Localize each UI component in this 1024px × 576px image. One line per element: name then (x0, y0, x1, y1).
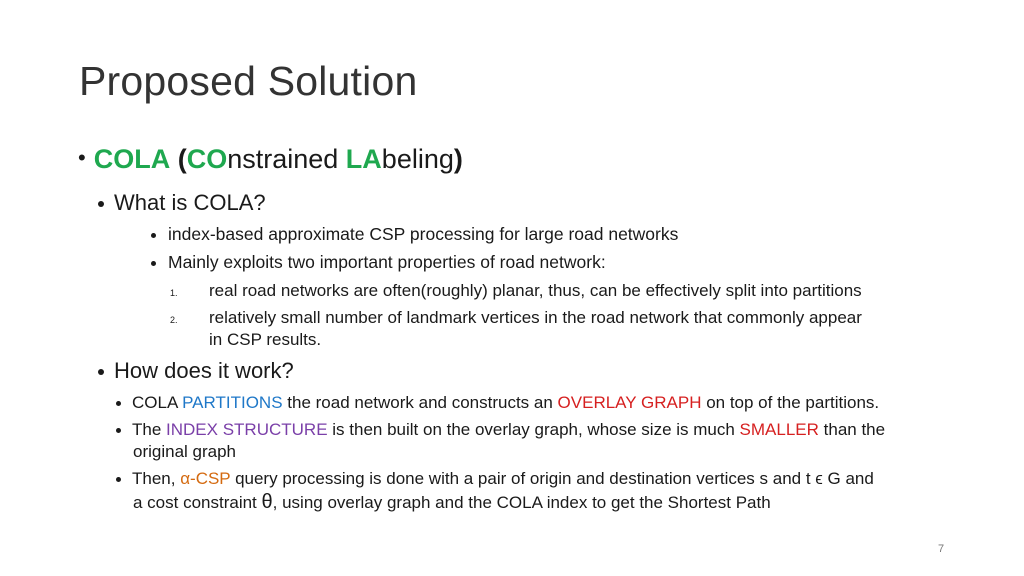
bullet-icon (151, 261, 156, 266)
numbered-item-continuation: in CSP results. (209, 330, 322, 349)
list-item-continuation (133, 491, 771, 514)
how-heading (98, 358, 294, 384)
text-run: the road network and constructs an (282, 393, 558, 412)
item-number: 1. (170, 288, 178, 298)
list-item-continuation: original graph (133, 442, 237, 461)
alpha-csp-highlight: α-CSP (180, 469, 231, 488)
numbered-text: real road networks are often(roughly) planar, thus, can be effectively split into partitions (209, 281, 862, 300)
overlay-graph-highlight: OVERLAY GRAPH (557, 393, 702, 412)
numbered-item (170, 308, 862, 328)
cola-co: CO (186, 144, 228, 174)
bullet-icon (98, 369, 104, 375)
cola-la: LA (345, 144, 382, 174)
slide-title: Proposed Solution (79, 58, 418, 104)
open-paren: ( (177, 144, 187, 174)
numbered-text: relatively small number of landmark vertices in the road network that commonly appear (209, 308, 862, 327)
list-item (151, 252, 606, 273)
index-structure-highlight: INDEX STRUCTURE (166, 420, 328, 439)
text-run: The (132, 420, 167, 439)
text-run: query processing is done with a pair of origin and destination vertices s and t ϵ G and (230, 469, 874, 488)
text-run: a cost constraint (133, 493, 262, 512)
cola-heading (78, 144, 463, 175)
what-is-text: What is COLA? (114, 190, 266, 215)
list-item-text: Mainly exploits two important properties of road network: (168, 252, 606, 272)
cola-nstrained: nstrained (227, 144, 346, 174)
what-is-heading (98, 190, 266, 216)
cola-beling: beling (381, 144, 454, 174)
bullet-icon (116, 401, 121, 406)
list-item (151, 224, 678, 245)
list-item (116, 469, 874, 489)
list-item-text: index-based approximate CSP processing for large road networks (168, 224, 679, 244)
text-run: , using overlay graph and the COLA index to get the Shortest Path (272, 493, 771, 512)
text-run: Then, (132, 469, 181, 488)
bullet-icon (151, 233, 156, 238)
bullet-icon (116, 477, 121, 482)
list-item (116, 393, 879, 413)
text-run: COLA (132, 393, 183, 412)
partitions-highlight: PARTITIONS (182, 393, 283, 412)
text-run: on top of the partitions. (701, 393, 880, 412)
cola-name: COLA (93, 144, 171, 174)
text-run: than the (818, 420, 886, 439)
bullet-icon (98, 201, 104, 207)
theta-symbol: θ (261, 491, 273, 513)
how-text: How does it work? (114, 358, 294, 383)
numbered-item (170, 281, 862, 301)
close-paren: ) (453, 144, 463, 174)
page-number: 7 (938, 543, 945, 555)
list-item (116, 420, 885, 440)
item-number: 2. (170, 315, 178, 325)
bullet-icon (116, 428, 121, 433)
smaller-highlight: SMALLER (739, 420, 819, 439)
bullet-icon: • (78, 145, 86, 170)
text-run: is then built on the overlay graph, whose size is much (327, 420, 740, 439)
